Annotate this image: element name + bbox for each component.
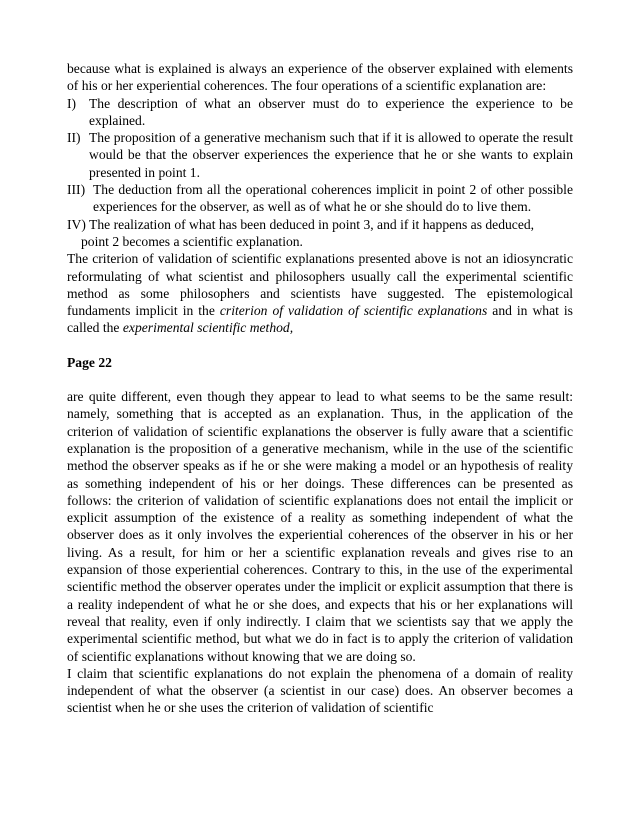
method-emphasis: experimental scientific method, — [122, 320, 294, 336]
list-marker: II) — [67, 130, 81, 146]
operations-list — [67, 95, 573, 251]
criterion-paragraph — [67, 250, 573, 336]
list-item-text: The deduction from all the operational coherences implicit in point 2 of other possible experiences for the observer, as well as of what he or she should do to live them. — [93, 182, 573, 215]
closing-paragraph: I claim that scientific explanations do not explain the phenomena of a domain of reality independent of what the observer (a scientist in our case) does. An observer becomes a scientist when he or she uses the criterion of validation of scientific — [67, 665, 573, 716]
criterion-text: The criterion of validation of scientific explanations presented above is not an idiosyncratic reformulating of what scientist and philosophers usually call the experimental scientific method as some philosophers and scientists have suggested. The epistemological fundaments implicit in the — [67, 251, 573, 319]
list-item-text: The proposition of a generative mechanism such that if it is allowed to operate the result would be that the observer experiences the experience that he or she wants to explain presented in point 1. — [89, 130, 573, 180]
list-marker: III) — [67, 182, 86, 198]
body-paragraph: are quite different, even though they appear to lead to what seems to be the same result: namely, something that is accepted as an explanation. Thus, in the application of the criterion of validation of scientific explanations the observer is fully aware that a scientific explanation is the proposition of a generative mechanism, while in the use of the scientific method the observer speaks as if he or she were making a model or an hypothesis of reality as something independent of his or her doings. These differences can be presented as follows: the criterion of validation of scientific explanations does not entail the implicit or explicit assumption of the existence of a reality as something independent of what the observer does as it only involves the experiential coherences of the observer in his or her living. As a result, for him or her a scientific explanation reveals and gives rise to an expansion of those experiential coherences. Contrary to this, in the use of the experimental scientific method the observer operates under the implicit or explicit assumption that there is a reality independent of what he or she does, and expects that his or her explanations will reveal that reality, even if only indirectly. I claim that we scientists say that we apply the experimental scientific method, but what we do in fact is to apply the criterion of validation of scientific explanations without knowing that we are doing so. — [67, 389, 573, 664]
intro-paragraph: because what is explained is always an experience of the observer explained with elements of his or her experiential coherences. The four operations of a scientific explanation are: — [67, 61, 573, 94]
list-marker: I) — [67, 95, 77, 111]
list-item — [67, 181, 573, 216]
document-page — [67, 60, 573, 717]
list-marker: IV) — [67, 216, 86, 232]
page-heading: Page 22 — [67, 354, 112, 370]
list-item — [67, 129, 573, 181]
list-item-text: The realization of what has been deduced in point 3, and if it happens as deduced, — [89, 216, 535, 232]
list-item-text: The description of what an observer must do to experience the experience to be explained. — [89, 95, 573, 128]
criterion-mid-text: and in what is called the — [67, 303, 573, 336]
criterion-emphasis: criterion of validation of scientific explanations — [219, 303, 488, 319]
list-item-continuation: point 2 becomes a scientific explanation. — [81, 233, 303, 249]
list-item — [67, 95, 573, 130]
list-item — [67, 216, 573, 251]
